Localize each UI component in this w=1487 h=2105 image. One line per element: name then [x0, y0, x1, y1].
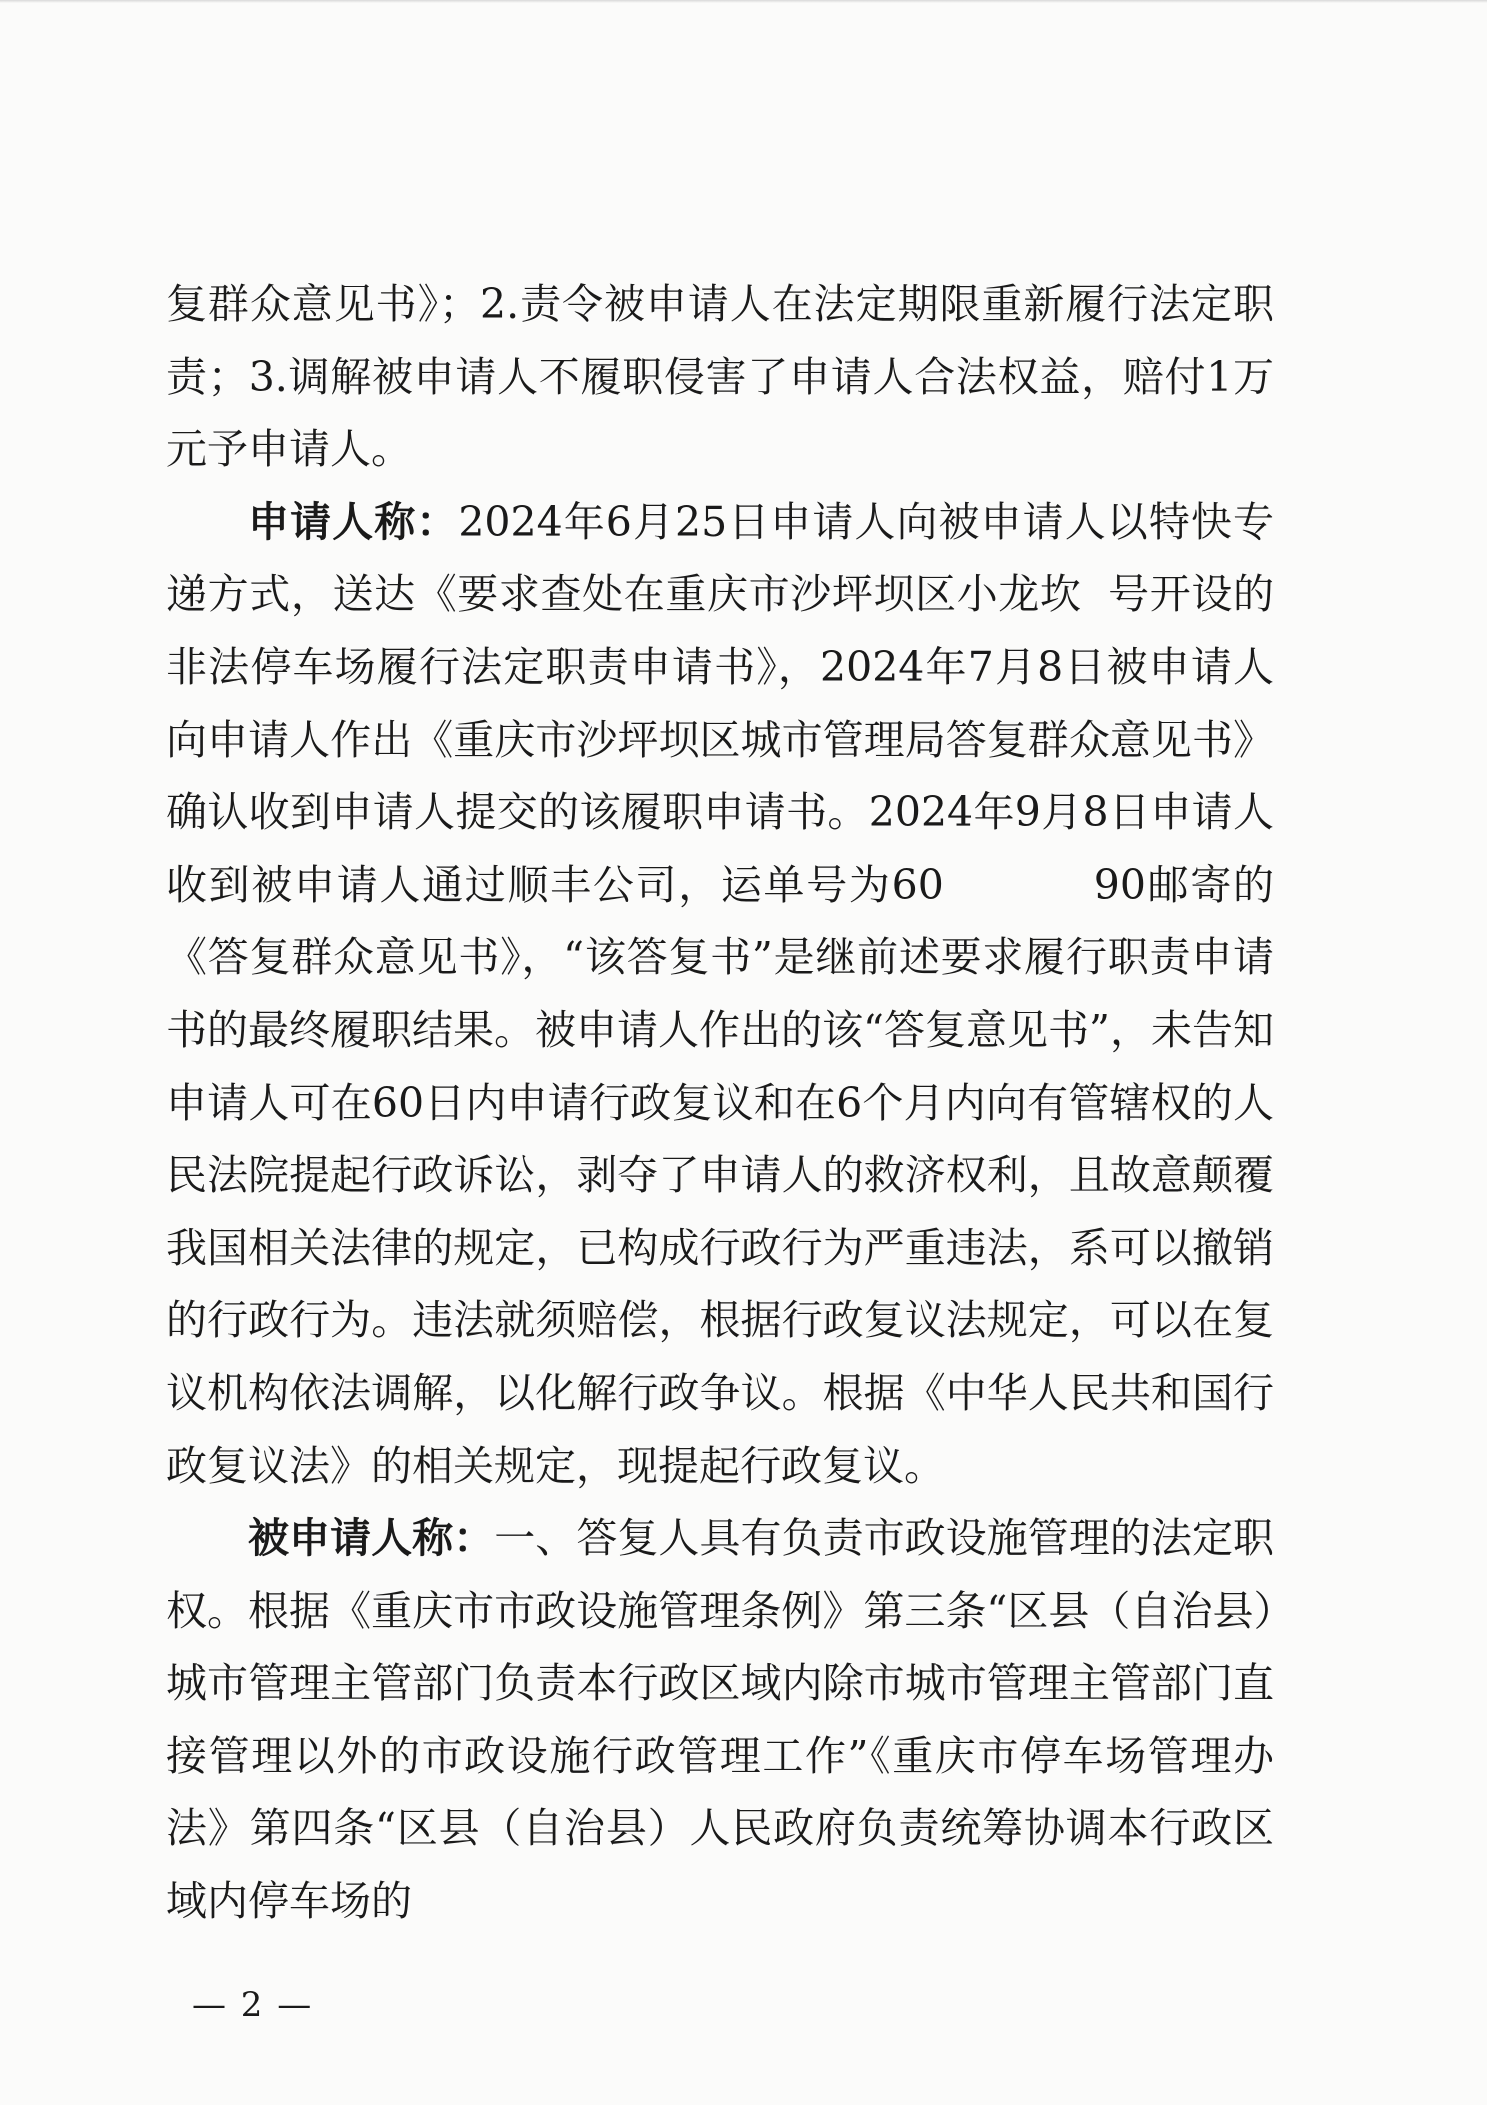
respondent-text: 一、答复人具有负责市政设施管理的法定职权。根据《重庆市市政设施管理条例》第三条“区县（自治县）城市管理主管部门负责本行政区域内除市城市管理主管部门直接管理以外的市政设施行政管理工作”《重庆市停车场管理办法》第四条“区县（自治县）人民政府负责统筹协调本行政区域内停车场的 [166, 1514, 1274, 1926]
paragraph-applicant-statement [166, 486, 1274, 1502]
respondent-lead: 被申请人称： [248, 1514, 495, 1563]
applicant-text-3: 90邮寄的《答复群众意见书》，“该答复书”是继前述要求履行职责申请书的最终履职结果。被申请人作出的该“答复意见书”，未告知申请人可在60日内申请行政复议和在6个月内向有管辖权的人民法院提起行政诉讼，剥夺了申请人的救济权利，且故意颠覆我国相关法律的规定，已构成行政行为严重违法，系可以撤销的行政行为。违法就须赔偿，根据行政复议法规定，可以在复议机构依法调解，以化解行政争议。根据《中华人民共和国行政复议法》的相关规定，现提起行政复议。 [166, 860, 1275, 1490]
applicant-text-1: 2024年6月25日申请人向被申请人以特快专递方式，送达《要求查处在重庆市沙坪坝区小龙坎 [166, 497, 1274, 619]
paragraph-respondent-statement [166, 1502, 1274, 1938]
applicant-text-2: 号开设的非法停车场履行法定职责申请书》，2024年7月8日被申请人向申请人作出《重庆市沙坪坝区城市管理局答复群众意见书》确认收到申请人提交的该履职申请书。2024年9月8日申请人收到被申请人通过顺丰公司，运单号为60 [166, 570, 1275, 909]
document-body [166, 268, 1274, 1938]
page-number: — 2 — [192, 1985, 314, 2025]
paragraph-requests-continued [166, 268, 1274, 486]
scan-edge [0, 0, 1487, 3]
applicant-lead: 申请人称： [248, 497, 459, 546]
paragraph-1-text: 复群众意见书》；2.责令被申请人在法定期限重新履行法定职责；3.调解被申请人不履职侵害了申请人合法权益，赔付1万元予申请人。 [166, 280, 1274, 474]
redaction-mark [944, 867, 1094, 903]
redaction-mark [1082, 576, 1108, 612]
